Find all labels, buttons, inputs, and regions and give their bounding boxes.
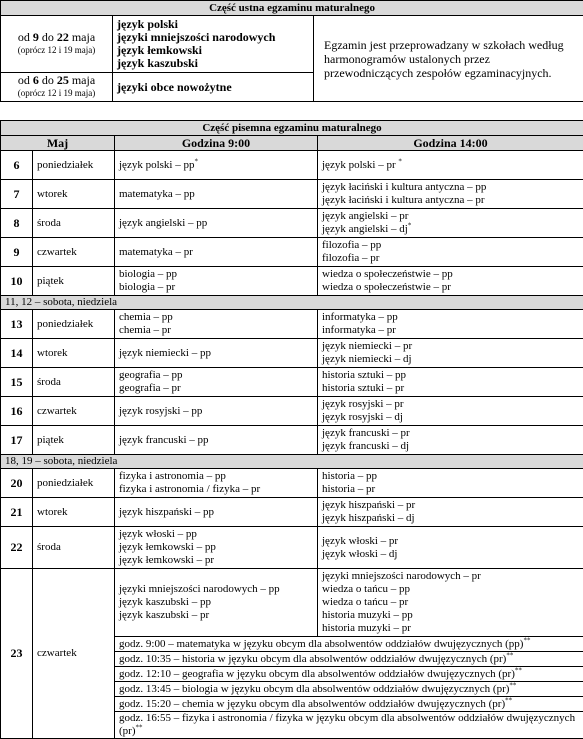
afternoon-exams: język rosyjski – pr język rosyjski – dj [318, 397, 583, 426]
afternoon-exams: język włoski – pr język włoski – dj [318, 527, 583, 569]
morning-exams: język hiszpański – pp [115, 498, 318, 527]
morning-exams: język rosyjski – pp [115, 397, 318, 426]
afternoon-exams: język francuski – pr język francuski – dj [318, 426, 583, 455]
afternoon-exams: język polski – pr * [318, 151, 583, 180]
day-row [1, 151, 583, 180]
day-name: wtorek [33, 498, 115, 527]
day-number: 17 [1, 426, 33, 455]
afternoon-exams: informatyka – pp informatyka – pr [318, 310, 583, 339]
afternoon-exams: język hiszpański – pr język hiszpański – dj [318, 498, 583, 527]
double-star-mark: ** [509, 681, 516, 689]
day-name: poniedziałek [33, 310, 115, 339]
day-row [1, 310, 583, 339]
day-number: 8 [1, 209, 33, 238]
double-star-mark: ** [506, 651, 513, 659]
bilingual-exam: godz. 16:55 – fizyka i astronomia / fizyka w języku obcym dla absolwentów oddziałów dwujęzycznych (pr)** [115, 712, 583, 739]
morning-exams: język niemiecki – pp [115, 339, 318, 368]
col-9: Godzina 9:00 [115, 136, 318, 151]
star-mark: * [408, 221, 412, 229]
morning-exams: biologia – pp biologia – pr [115, 267, 318, 296]
day-row [1, 426, 583, 455]
bilingual-exam: godz. 13:45 – biologia w języku obcym dla absolwentów oddziałów dwujęzycznych (pr)** [115, 682, 583, 697]
afternoon-exams: wiedza o społeczeństwie – pp wiedza o społeczeństwie – pr [318, 267, 583, 296]
day-number: 23 [1, 569, 33, 739]
day-row [1, 267, 583, 296]
day-row [1, 368, 583, 397]
bilingual-exam: godz. 12:10 – geografia w języku obcym dla absolwentów oddziałów dwujęzycznych (pr)** [115, 667, 583, 682]
day-number: 16 [1, 397, 33, 426]
day-number: 9 [1, 238, 33, 267]
day-name: czwartek [33, 238, 115, 267]
day-name: wtorek [33, 180, 115, 209]
day-number: 14 [1, 339, 33, 368]
oral-title: Część ustna egzaminu maturalnego [1, 1, 583, 16]
day-name: środa [33, 209, 115, 238]
morning-exams: matematyka – pr [115, 238, 318, 267]
day-name: wtorek [33, 339, 115, 368]
oral-exam-table [0, 0, 583, 102]
day-name: czwartek [33, 397, 115, 426]
double-star-mark: ** [136, 723, 143, 731]
afternoon-exams: filozofia – pp filozofia – pr [318, 238, 583, 267]
day-name: poniedziałek [33, 469, 115, 498]
day-name: środa [33, 368, 115, 397]
oral-subjects-1: język polski języki mniejszości narodowych język łemkowski język kaszubski [113, 16, 314, 73]
morning-exams: matematyka – pp [115, 180, 318, 209]
afternoon-exams: język angielski – pr język angielski – dj* [318, 209, 583, 238]
written-exam-table [0, 120, 583, 739]
day-number: 13 [1, 310, 33, 339]
day-name: poniedziałek [33, 151, 115, 180]
day-name: środa [33, 527, 115, 569]
day-number: 15 [1, 368, 33, 397]
oral-info: Egzamin jest przeprowadzany w szkołach według harmonogramów ustalonych przez przewodniczących zespołów egzaminacyjnych. [314, 16, 583, 102]
weekend-row: 18, 19 – sobota, niedziela [1, 455, 583, 469]
afternoon-exams: język łaciński i kultura antyczna – pp język łaciński i kultura antyczna – pr [318, 180, 583, 209]
double-star-mark: ** [515, 666, 522, 674]
oral-period-2: od 6 do 25 maja (oprócz 12 i 19 maja) [1, 73, 113, 102]
afternoon-exams: historia – pp historia – pr [318, 469, 583, 498]
afternoon-exams: języki mniejszości narodowych – pr wiedza o tańcu – pp wiedza o tańcu – pr historia muzyki – pp historia muzyki – pr [318, 569, 583, 637]
day-row [1, 498, 583, 527]
oral-period-1: od 9 do 22 maja (oprócz 12 i 19 maja) [1, 16, 113, 73]
morning-exams: języki mniejszości narodowych – pp język kaszubski – pp język kaszubski – pr [115, 569, 318, 637]
day-number: 7 [1, 180, 33, 209]
day-row [1, 180, 583, 209]
col-14: Godzina 14:00 [318, 136, 583, 151]
day-row [1, 209, 583, 238]
morning-exams: język włoski – pp język łemkowski – pp język łemkowski – pr [115, 527, 318, 569]
morning-exams: fizyka i astronomia – pp fizyka i astronomia / fizyka – pr [115, 469, 318, 498]
day-number: 20 [1, 469, 33, 498]
day-name: piątek [33, 267, 115, 296]
afternoon-exams: język niemiecki – pr język niemiecki – dj [318, 339, 583, 368]
weekend-row: 11, 12 – sobota, niedziela [1, 296, 583, 310]
morning-exams: język polski – pp* [115, 151, 318, 180]
day-number: 21 [1, 498, 33, 527]
day-name: czwartek [33, 569, 115, 739]
day-row [1, 397, 583, 426]
morning-exams: język francuski – pp [115, 426, 318, 455]
morning-exams: język angielski – pp [115, 209, 318, 238]
double-star-mark: ** [523, 636, 530, 644]
written-title: Część pisemna egzaminu maturalnego [1, 121, 583, 136]
star-mark: * [194, 157, 198, 165]
day-number: 6 [1, 151, 33, 180]
star-mark: * [398, 157, 402, 165]
afternoon-exams: historia sztuki – pp historia sztuki – pr [318, 368, 583, 397]
day-row [1, 339, 583, 368]
day-row [1, 569, 583, 637]
bilingual-exam: godz. 9:00 – matematyka w języku obcym dla absolwentów oddziałów dwujęzycznych (pp)** [115, 637, 583, 652]
oral-subjects-2: języki obce nowożytne [113, 73, 314, 102]
day-row [1, 527, 583, 569]
morning-exams: chemia – pp chemia – pr [115, 310, 318, 339]
day-name: piątek [33, 426, 115, 455]
day-number: 22 [1, 527, 33, 569]
day-row [1, 238, 583, 267]
double-star-mark: ** [505, 696, 512, 704]
day-number: 10 [1, 267, 33, 296]
bilingual-exam: godz. 10:35 – historia w języku obcym dla absolwentów oddziałów dwujęzycznych (pr)** [115, 652, 583, 667]
bilingual-exam: godz. 15:20 – chemia w języku obcym dla absolwentów oddziałów dwujęzycznych (pr)** [115, 697, 583, 712]
col-month: Maj [1, 136, 115, 151]
day-row [1, 469, 583, 498]
morning-exams: geografia – pp geografia – pr [115, 368, 318, 397]
